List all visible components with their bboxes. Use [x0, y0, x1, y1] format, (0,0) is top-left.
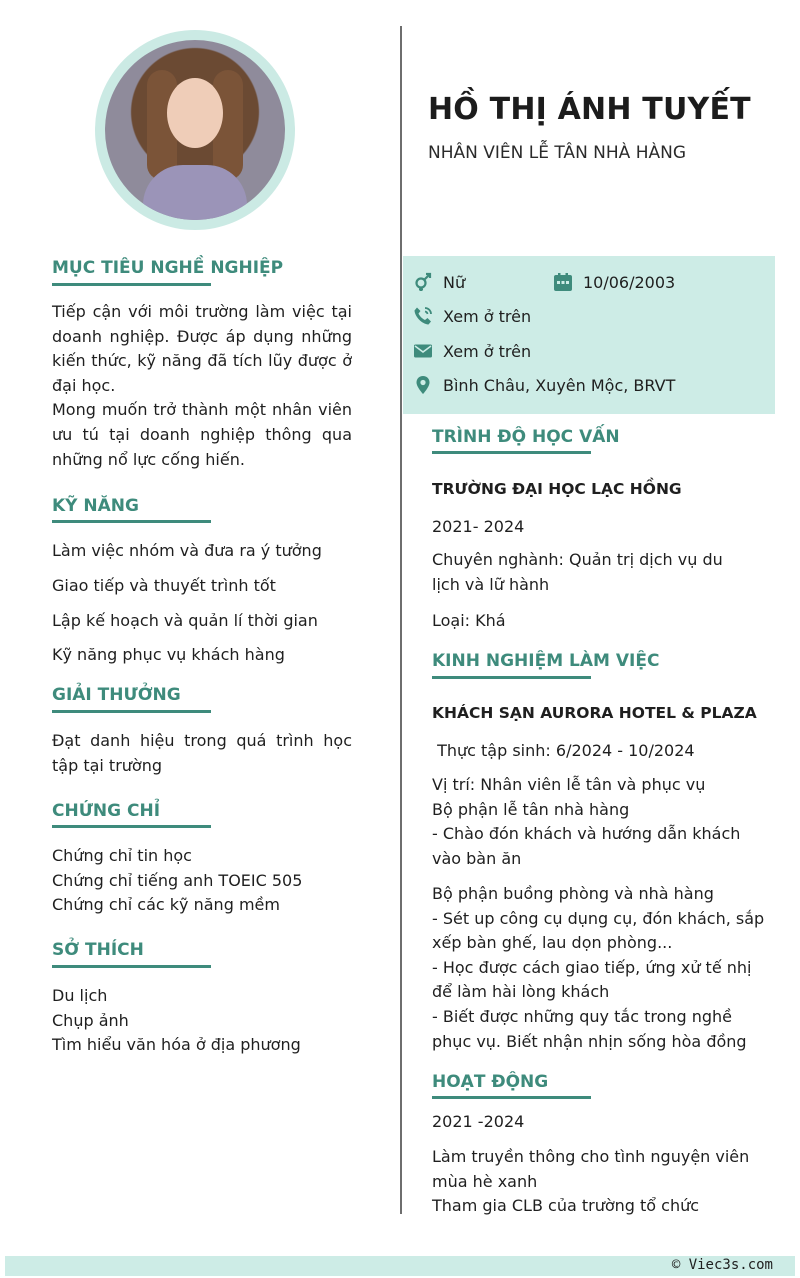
- school-name: TRƯỜNG ĐẠI HỌC LẠC HỒNG: [432, 480, 682, 498]
- company-name: KHÁCH SẠN AURORA HOTEL & PLAZA: [432, 704, 757, 722]
- experience-underline: [432, 676, 591, 679]
- activities-details: [432, 1145, 762, 1219]
- contact-email: [413, 339, 531, 363]
- avatar-frame: [95, 30, 295, 230]
- certificate-item: Chứng chỉ tin học: [52, 846, 192, 865]
- birthdate-value: 10/06/2003: [583, 272, 676, 292]
- avatar: [105, 40, 285, 220]
- footer-bar: [5, 1256, 795, 1276]
- experience-line: phục vụ. Biết nhận nhịn sống hòa đồng: [432, 1031, 747, 1051]
- email-value: Xem ở trên: [443, 341, 532, 361]
- column-divider: [400, 26, 402, 1214]
- education-major: Chuyên nghành: Quản trị dịch vụ du lịch và lữ hành: [432, 550, 723, 594]
- skills-heading: KỸ NĂNG: [52, 496, 139, 516]
- hobbies-heading: SỞ THÍCH: [52, 940, 144, 960]
- objective-paragraph-1: Tiếp cận với môi trường làm việc tại doanh nghiệp. Được áp dụng những kiến thức, kỹ năng đã tích lũy được ở đại học.: [52, 302, 352, 395]
- education-grade: Loại: Khá: [432, 611, 506, 630]
- contact-panel: [403, 256, 775, 414]
- experience-details-1: [432, 773, 762, 871]
- gender-value: Nữ: [443, 272, 466, 292]
- certificate-item: Chứng chỉ các kỹ năng mềm: [52, 895, 280, 914]
- experience-heading: KINH NGHIỆM LÀM VIỆC: [432, 651, 660, 671]
- activity-line: Làm truyền thông cho tình nguyện viên: [432, 1147, 750, 1166]
- experience-details-2: [432, 882, 772, 1054]
- skill-item: Giao tiếp và thuyết trình tốt: [52, 576, 276, 595]
- hobby-item: Tìm hiểu văn hóa ở địa phương: [52, 1035, 301, 1054]
- map-pin-icon: [413, 375, 433, 395]
- experience-line: - Biết được những quy tắc trong nghề: [432, 1006, 733, 1026]
- activities-years: 2021 -2024: [432, 1112, 525, 1131]
- contact-birthdate: [553, 270, 675, 294]
- contact-gender: [413, 270, 465, 294]
- job-title: NHÂN VIÊN LỄ TÂN NHÀ HÀNG: [428, 143, 687, 163]
- activity-line: mùa hè xanh: [432, 1171, 538, 1191]
- activities-heading: HOẠT ĐỘNG: [432, 1072, 549, 1092]
- certificates-heading: CHỨNG CHỈ: [52, 801, 161, 821]
- experience-line: vào bàn ăn: [432, 848, 522, 868]
- awards-underline: [52, 710, 211, 713]
- phone-icon: [413, 306, 433, 326]
- activities-underline: [432, 1096, 591, 1099]
- hobbies-underline: [52, 965, 211, 968]
- calendar-icon: [553, 272, 573, 292]
- experience-period: Thực tập sinh: 6/2024 - 10/2024: [432, 741, 695, 760]
- address-value: Bình Châu, Xuyên Mộc, BRVT: [443, 375, 676, 395]
- certificate-item: Chứng chỉ tiếng anh TOEIC 505: [52, 871, 303, 890]
- objective-paragraph-2: Mong muốn trở thành một nhân viên ưu tú tại doanh nghiệp thông qua những nổ lực cống hiến.: [52, 400, 352, 469]
- education-years: 2021- 2024: [432, 517, 525, 536]
- activity-line: Tham gia CLB của trường tổ chức: [432, 1196, 700, 1216]
- experience-line: - Học được cách giao tiếp, ứng xử tế nhị: [432, 957, 752, 977]
- experience-line: để làm hài lòng khách: [432, 982, 610, 1002]
- experience-line: Bộ phận buồng phòng và nhà hàng: [432, 884, 714, 903]
- footer-copyright: © Viec3s.com: [671, 1257, 773, 1273]
- experience-line: Bộ phận lễ tân nhà hàng: [432, 799, 630, 819]
- candidate-name: HỒ THỊ ÁNH TUYẾT: [428, 92, 751, 127]
- hobby-item: Chụp ảnh: [52, 1011, 129, 1030]
- skill-item: Lập kế hoạch và quản lí thời gian: [52, 611, 318, 630]
- experience-line: xếp bàn ghế, lau dọn phòng...: [432, 933, 673, 953]
- objective-underline: [52, 283, 211, 286]
- skill-item: Kỹ năng phục vụ khách hàng: [52, 645, 285, 664]
- contact-address: [413, 373, 675, 397]
- awards-text: Đạt danh hiệu trong quá trình học tập tại trường: [52, 731, 352, 775]
- certificates-underline: [52, 825, 211, 828]
- skills-underline: [52, 520, 211, 523]
- skill-item: Làm việc nhóm và đưa ra ý tưởng: [52, 541, 322, 560]
- objective-heading: MỤC TIÊU NGHỀ NGHIỆP: [52, 258, 284, 278]
- gender-icon: [413, 272, 433, 292]
- experience-line: - Chào đón khách và hướng dẫn khách: [432, 824, 741, 844]
- objective-text: [52, 300, 352, 472]
- education-underline: [432, 451, 591, 454]
- education-heading: TRÌNH ĐỘ HỌC VẤN: [432, 427, 620, 447]
- phone-value: Xem ở trên: [443, 306, 532, 326]
- contact-phone: [413, 304, 531, 328]
- awards-heading: GIẢI THƯỞNG: [52, 685, 181, 705]
- experience-line: - Sét up công cụ dụng cụ, đón khách, sắp: [432, 908, 765, 928]
- envelope-icon: [413, 341, 433, 361]
- hobby-item: Du lịch: [52, 986, 108, 1005]
- experience-line: Vị trí: Nhân viên lễ tân và phục vụ: [432, 775, 706, 794]
